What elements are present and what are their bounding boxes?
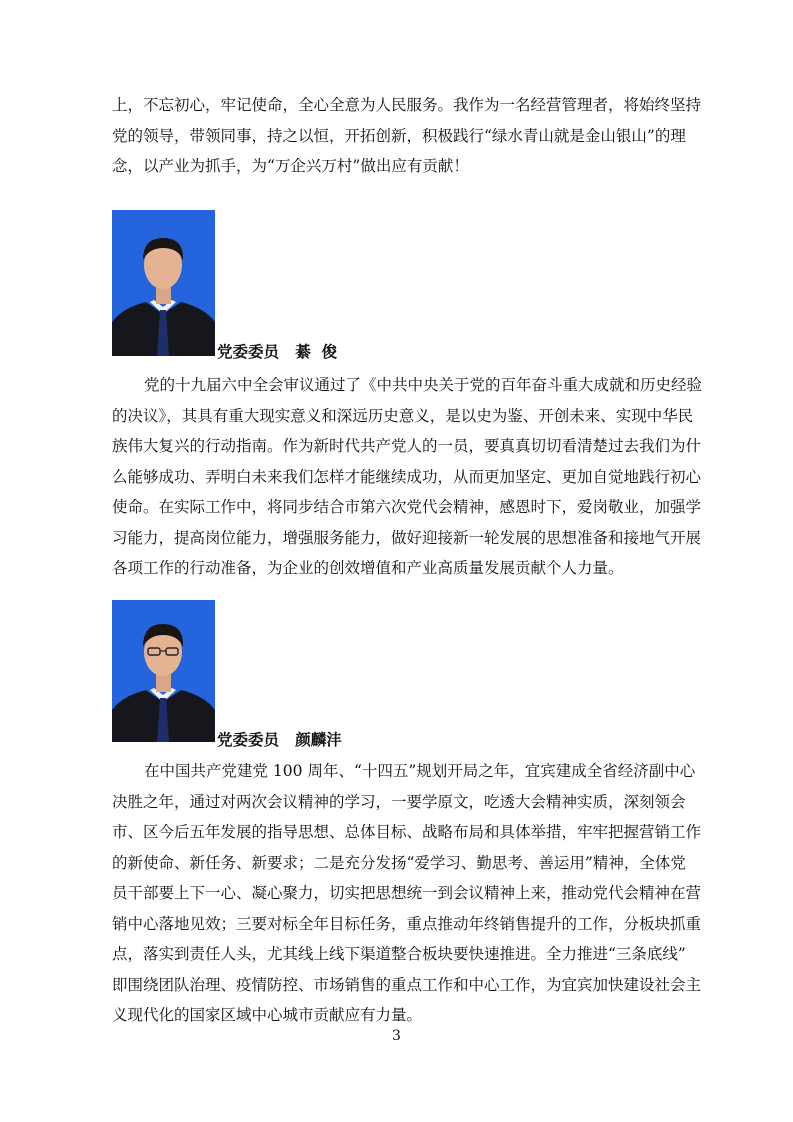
text-line: 市、区今后五年发展的指导思想、总体目标、战略布局和具体举措，牢牢把握营销工作 bbox=[112, 823, 702, 841]
member1-photo bbox=[112, 210, 215, 356]
text-line: 销中心落地见效；三要对标全年目标任务，重点推动年终销售提升的工作，分板块抓重 bbox=[112, 914, 702, 933]
text-line: 点，落实到责任人头，尤其线上线下渠道整合板块要快速推进。全力推进“三条底线” bbox=[112, 945, 686, 963]
text-line: 各项工作的行动准备，为企业的创效增值和产业高质量发展贡献个人力量。 bbox=[112, 559, 624, 577]
member1-heading: 党委委员 綦 俊 bbox=[217, 343, 337, 361]
page-number: 3 bbox=[392, 1028, 401, 1044]
text-line: 员干部要上下一心、凝心聚力，切实把思想统一到会议精神上来，推动党代会精神在营 bbox=[112, 884, 702, 902]
member1-paragraph bbox=[112, 370, 703, 584]
member2-paragraph bbox=[112, 756, 702, 1031]
person-portrait-icon bbox=[112, 210, 215, 356]
intro-paragraph bbox=[112, 90, 702, 182]
person-portrait-icon bbox=[112, 600, 215, 742]
text-line: 的决议》，其具有重大现实意义和深远历史意义，是以史为鉴、开创未来、实现中华民 bbox=[112, 406, 694, 425]
text-line: 党的十九届六中全会审议通过了《中共中央关于党的百年奋斗重大成就和历史经验 bbox=[144, 376, 703, 394]
member2-photo bbox=[112, 600, 215, 742]
text-line: 习能力，提高岗位能力，增强服务能力，做好迎接新一轮发展的思想准备和接地气开展 bbox=[112, 528, 702, 547]
text-line: 使命。在实际工作中，将同步结合市第六次党代会精神，感恩时下，爱岗敬业，加强学 bbox=[112, 498, 702, 516]
text-line: 上，不忘初心，牢记使命，全心全意为人民服务。我作为一名经营管理者，将始终坚持 bbox=[112, 96, 702, 114]
text-line: 义现代化的国家区域中心城市贡献应有力量。 bbox=[112, 1006, 423, 1024]
text-line: 在中国共产党建党 100 周年、“十四五”规划开局之年，宜宾建成全省经济副中心 bbox=[144, 762, 696, 780]
text-line: 党的领导，带领同事，持之以恒，开拓创新，积极践行“绿水青山就是金山银山”的理 bbox=[112, 126, 686, 145]
text-line: 决胜之年，通过对两次会议精神的学习，一要学原文，吃透大会精神实质，深刻领会 bbox=[112, 792, 686, 811]
text-line: 的新使命、新任务、新要求；二是充分发扬“爱学习、勤思考、善运用”精神，全体党 bbox=[112, 853, 686, 872]
text-line: 么能够成功、弄明白未来我们怎样才能继续成功，从而更加坚定、更加自觉地践行初心 bbox=[112, 467, 702, 486]
member2-heading: 党委委员 颜麟沣 bbox=[217, 731, 342, 749]
text-line: 念，以产业为抓手，为“万企兴万村”做出应有贡献！ bbox=[112, 157, 469, 175]
text-line: 族伟大复兴的行动指南。作为新时代共产党人的一员，要真真切切看清楚过去我们为什 bbox=[112, 437, 702, 455]
text-line: 即围绕团队治理、疫情防控、市场销售的重点工作和中心工作，为宜宾加快建设社会主 bbox=[112, 975, 702, 994]
